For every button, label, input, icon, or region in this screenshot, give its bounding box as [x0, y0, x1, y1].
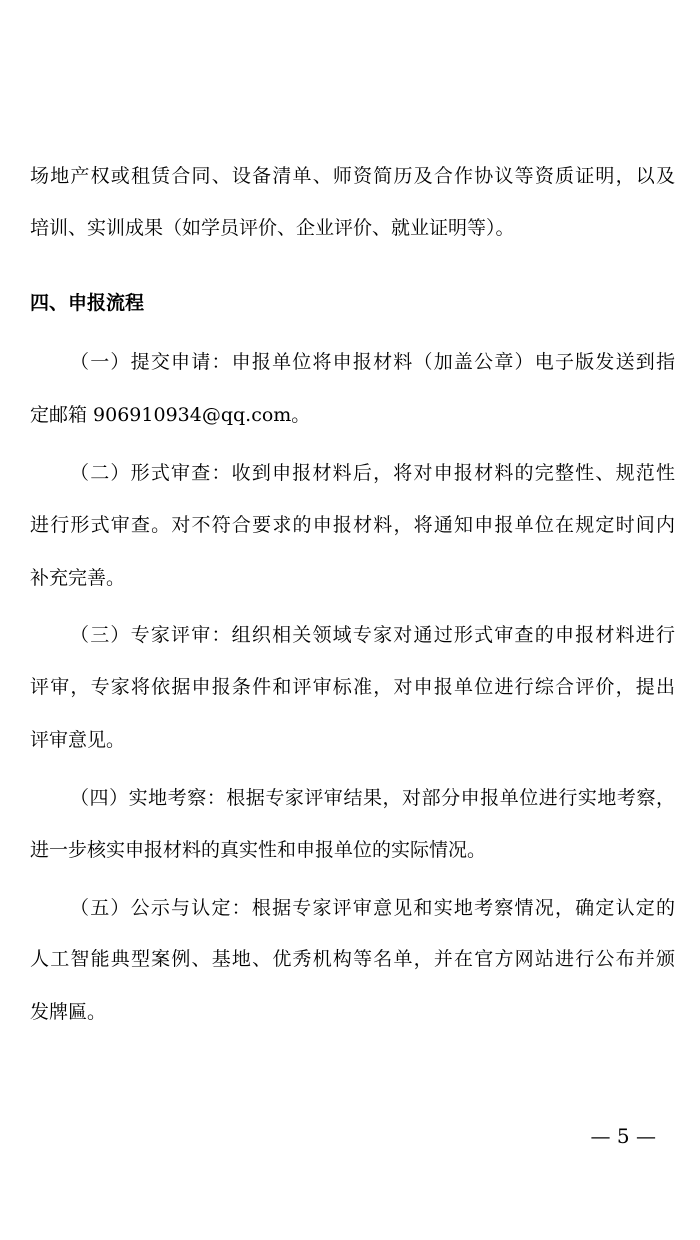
step-2-line-2: 进行形式审查。对不符合要求的申报材料，将通知申报单位在规定时间内 [30, 514, 675, 536]
step-3-line-2: 评审，专家将依据申报条件和评审标准，对申报单位进行综合评价，提出 [30, 676, 675, 698]
step-4-line-2: 进一步核实申报材料的真实性和申报单位的实际情况。 [30, 839, 487, 861]
step-3-line-3: 评审意见。 [30, 729, 126, 751]
step-1-line-1: （一）提交申请：申报单位将申报材料（加盖公章）电子版发送到指 [70, 351, 675, 373]
step-5-line-3: 发牌匾。 [30, 1001, 107, 1023]
intro-line-1: 场地产权或租赁合同、设备清单、师资简历及合作协议等资质证明，以及 [30, 165, 675, 187]
step-4-line-1: （四）实地考察：根据专家评审结果，对部分申报单位进行实地考察， [70, 787, 675, 809]
intro-line-2: 培训、实训成果（如学员评价、企业评价、就业证明等）。 [30, 217, 515, 239]
section-heading: 四、申报流程 [30, 292, 145, 314]
step-5-line-1: （五）公示与认定：根据专家评审意见和实地考察情况，确定认定的 [70, 897, 675, 919]
page-number: — 5 — [590, 1124, 656, 1148]
step-2-line-1: （二）形式审查：收到申报材料后，将对申报材料的完整性、规范性 [70, 462, 675, 484]
step-2-line-3: 补充完善。 [30, 567, 126, 589]
step-3-line-1: （三）专家评审：组织相关领域专家对通过形式审查的申报材料进行 [70, 624, 675, 646]
step-5-line-2: 人工智能典型案例、基地、优秀机构等名单，并在官方网站进行公布并颁 [30, 948, 675, 970]
step-1-line-2: 定邮箱 906910934@qq.com。 [30, 404, 311, 426]
